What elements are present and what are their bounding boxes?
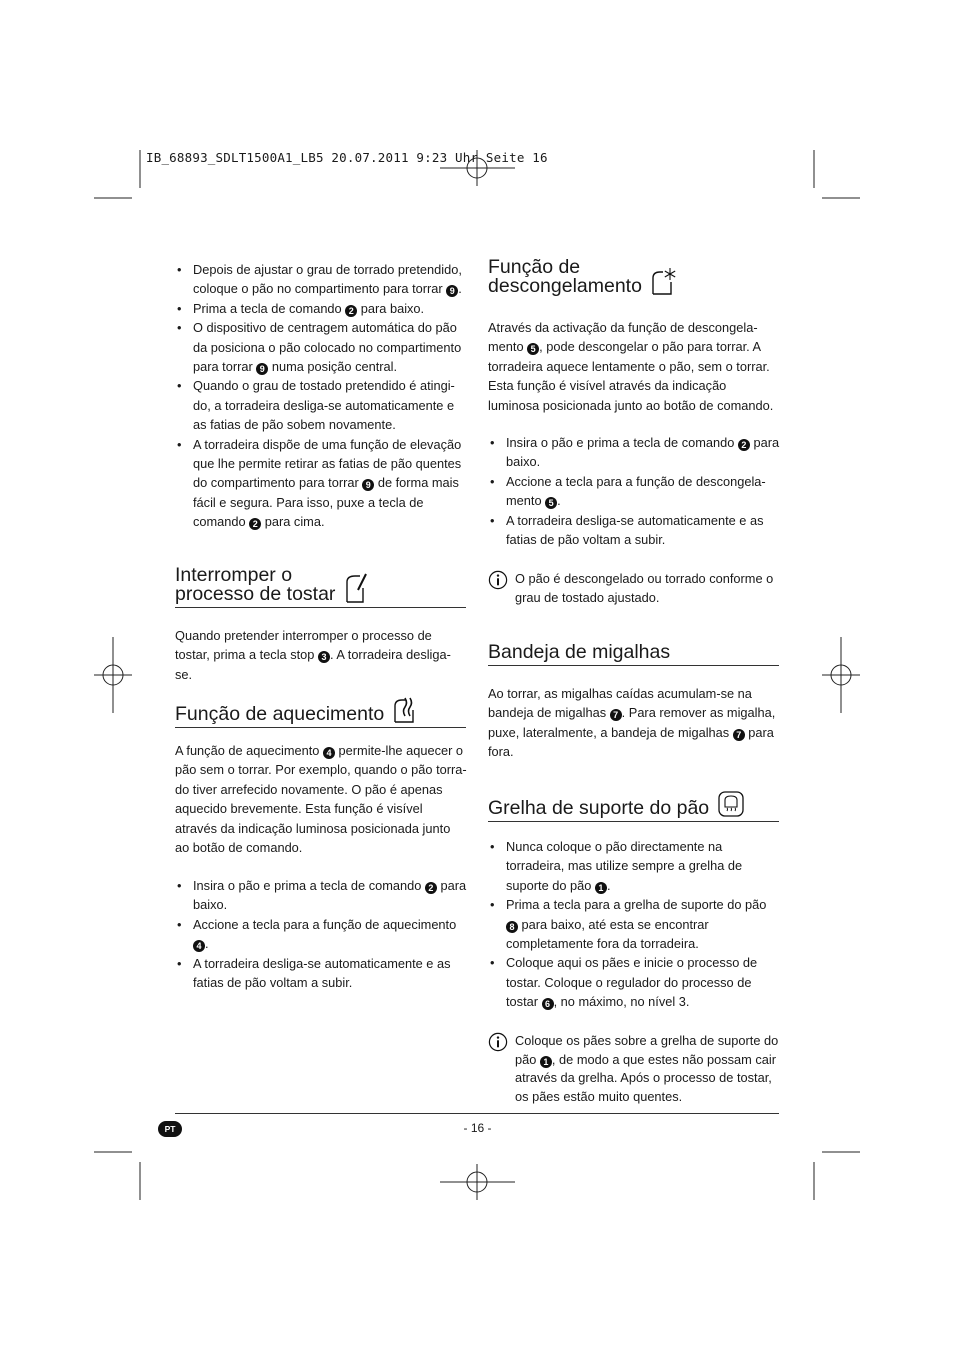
toast-stop-icon [343, 572, 369, 604]
callout-number: 2 [249, 518, 261, 530]
list-item: • A torradeira desliga-se automaticamente e as fatias de pão voltam a subir. [488, 511, 780, 550]
list-item: • A torradeira dispõe de uma função de elevação que lhe permite retirar as fatias de pão quentes do compartimento para torrar 9 de forma mais fácil e segura. Para isso, puxe a tecla de comando 2 para cima. [175, 435, 467, 532]
callout-number: 7 [610, 709, 622, 721]
list-item: • Coloque aqui os pães e inicie o processo de tostar. Coloque o regulador do processo de tostar 6 , no máximo, no nível 3. [488, 953, 780, 1011]
crumb-text: Ao torrar, as migalhas caídas acumulam-se na bandeja de migalhas 7 . Para remover as migalha, puxe, lateralmente, a bandeja de migalhas 7 para fora. [488, 686, 776, 760]
section-heading-interrupt: Interromper o processo de tostar [175, 566, 466, 608]
section-heading-crumb-tray: Bandeja de migalhas [488, 643, 779, 666]
rack-list-block [488, 837, 780, 1012]
callout-number: 4 [193, 940, 205, 952]
heating-list-block [175, 876, 467, 992]
callout-number: 5 [545, 497, 557, 509]
list-item: • Prima a tecla para a grelha de suporte do pão 8 para baixo, até esta se encontrar completamente fora da torradeira. [488, 895, 780, 953]
toast-heat-icon [392, 696, 418, 724]
section-heading-heating: Função de aquecimento [175, 696, 466, 728]
callout-number: 9 [362, 479, 374, 491]
callout-number: 6 [542, 998, 554, 1010]
list-item: • Nunca coloque o pão directamente na torradeira, mas utilize sempre a grelha de suporte do pão 1 . [488, 837, 780, 895]
language-badge: PT [158, 1121, 182, 1137]
info-icon [488, 1032, 508, 1052]
list-item: • Quando o grau de tostado pretendido é atingi-do, a torradeira desliga-se automaticamente e as fatias de pão sobem novamente. [175, 376, 467, 434]
interrupt-text: Quando pretender interromper o processo de tostar, prima a tecla stop 3 . A torradeira desliga-se. [175, 628, 451, 682]
print-slug: IB_68893_SDLT1500A1_LB5 20.07.2011 9:23 Uhr Seite 16 [146, 150, 548, 165]
section-heading-defrost: Função de descongelamento [488, 258, 779, 299]
bread-rack-icon [717, 790, 745, 818]
defrost-list [488, 433, 780, 549]
callout-number: 2 [425, 882, 437, 894]
callout-number: 2 [738, 439, 750, 451]
callout-number: 4 [323, 747, 335, 759]
callout-number: 2 [345, 305, 357, 317]
callout-number: 1 [595, 882, 607, 894]
heating-text: A função de aquecimento 4 permite-lhe aquecer o pão sem o torrar. Por exemplo, quando o pão torra-do tiver arrefecido novamente. O pão é apenas aquecido brevemente. Esta função é visível através da indicação luminosa posicionada junto ao botão de comando. [175, 743, 467, 856]
list-item: • O dispositivo de centragem automática do pão da posiciona o pão colocado no compartimento para torrar 9 numa posição central. [175, 318, 467, 376]
info-icon [488, 570, 508, 590]
intro-list [175, 260, 467, 532]
callout-number: 8 [506, 921, 518, 933]
defrost-text: Através da activação da função de descongela-mento 5 , pode descongelar o pão para torrar. A torradeira aquece lentamente o pão, sem o torrar. Esta função é visível através da indicação luminosa posicionada junto ao botão de comando. [488, 320, 774, 413]
rack-note: Coloque os pães sobre a grelha de suporte do pão 1 , de modo a que estes não possam cair através da grelha. Após o processo de tostar, os pães estão muito quentes. [488, 1032, 780, 1106]
section-heading-bread-rack: Grelha de suporte do pão [488, 790, 779, 822]
defrost-note: O pão é descongelado ou torrado conforme o grau de tostado ajustado. [488, 570, 780, 607]
list-item: • Insira o pão e prima a tecla de comando 2 para baixo. [488, 433, 780, 472]
page-number: - 16 - [463, 1121, 492, 1135]
rack-list [488, 837, 780, 1012]
list-item: • Accione a tecla para a função de descongela-mento 5 . [488, 472, 780, 511]
list-item: • Prima a tecla de comando 2 para baixo. [175, 299, 467, 318]
callout-number: 5 [527, 343, 539, 355]
toast-snowflake-icon [650, 266, 678, 296]
callout-number: 7 [733, 729, 745, 741]
callout-number: 9 [256, 363, 268, 375]
list-item: • Insira o pão e prima a tecla de comando 2 para baixo. [175, 876, 467, 915]
intro-list-block [175, 260, 467, 532]
callout-number: 1 [540, 1056, 552, 1068]
callout-number: 9 [446, 285, 458, 297]
defrost-list-block [488, 433, 780, 549]
list-item: • A torradeira desliga-se automaticamente e as fatias de pão voltam a subir. [175, 954, 467, 993]
footer-rule [175, 1113, 779, 1114]
callout-number: 3 [318, 651, 330, 663]
list-item: • Depois de ajustar o grau de torrado pretendido, coloque o pão no compartimento para torrar 9 . [175, 260, 467, 299]
list-item: • Accione a tecla para a função de aquecimento 4 . [175, 915, 467, 954]
heating-list [175, 876, 467, 992]
